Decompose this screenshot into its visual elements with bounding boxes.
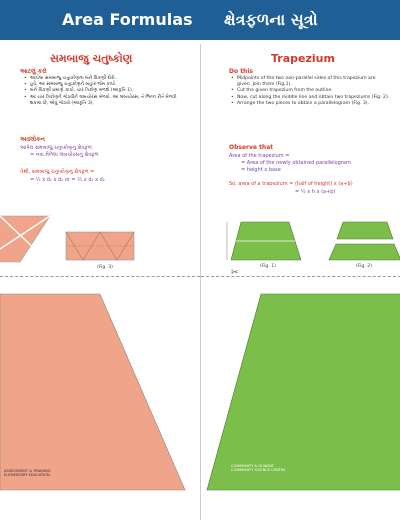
left-conclusion: તેથી, સમબાજુ ચતુષ્કોણનું ક્ષેત્રફળ = (20, 169, 95, 175)
left-rhombus-cutout (0, 294, 200, 514)
right-observe-line: = Area of the newly obtained parallelogram (241, 160, 351, 166)
left-footer-line: ELEMENTARY EDUCATION (4, 473, 50, 478)
right-step-item: • Arrange the two pieces to obtain a parallelogram (Fig. 3). (231, 101, 391, 107)
right-page-trapezium (200, 44, 400, 520)
right-page-title: Trapezium (271, 52, 335, 65)
left-rhombus-shape (0, 294, 185, 490)
right-observe-line: = height x base (241, 167, 281, 173)
left-fig3-diagram (66, 232, 136, 262)
right-footer-line: COMMUNITY SCIENCE CENTRE (231, 468, 286, 473)
left-step-item: • બંને વિકર્ણો પ્રમાણે કાપો, ચાર ત્રિકોણ મળશે (આકૃતિ 1). (24, 88, 184, 94)
right-observe-heading: Observe that (229, 144, 274, 151)
right-fig2-piece (329, 244, 400, 260)
right-trapezium-shape (207, 294, 400, 490)
left-steps-list (24, 76, 184, 107)
left-footer-credit (4, 469, 50, 478)
left-cut-line (0, 276, 200, 277)
left-observe-line: આપેલ સમબાજુ ચતુષ્કોણનું ક્ષેત્રફળ (20, 145, 92, 151)
header-bar (0, 0, 400, 40)
left-observe-line: = નવા મેળેલા લંબચોરસનું ક્ષેત્રફળ (30, 152, 99, 158)
left-formula: = ½ x d₁ x d₂ or = ½ x d₁ x d₂ (30, 177, 105, 183)
right-fig2-caption: (Fig. 2) (356, 264, 372, 269)
right-cut-line (201, 276, 400, 277)
right-trapezium-cutout (201, 294, 400, 514)
left-observe-heading: અવલોકન (20, 136, 45, 143)
right-fig1-caption: (Fig. 1) (260, 264, 276, 269)
right-steps-list (231, 76, 391, 107)
scissors-icon: ✂ (231, 268, 239, 278)
right-fig2-diagram (329, 214, 399, 264)
right-fig2-piece (337, 222, 393, 239)
left-page-title: સમબાજુ ચતુષ્કોણ (50, 52, 133, 65)
right-step-item: • Midpoints of the two non-parallel sides of this trapezium are given. Join them (Fig.1). (231, 76, 391, 88)
left-page-rhombus (0, 44, 200, 520)
header-title-gujarati: ક્ષેત્રફળના સૂત્રો (224, 10, 318, 29)
right-step-item: • Cut the given trapezium from the outline. (231, 88, 391, 94)
left-fig2-diagram (0, 204, 60, 264)
right-step-item: • Now, cut along the middle line and obtain two trapeziums (Fig. 2). (231, 95, 391, 101)
right-observe-line: Area of the trapezium = (229, 153, 290, 159)
left-footer-line: ASSESSMENT & TRAINING (4, 469, 51, 473)
left-step-item: • હવે, આ સમબાજુ ચતુષ્કોણને બહાર જેમ કાપો. (24, 82, 184, 88)
left-fig3-caption: (Fig. 3) (97, 265, 113, 270)
left-step-item: • આ ચાર ત્રિકોણને ગોઠવીને લંબચોરસ મેળવો. આ લંબચોરસ, તે ભિન્ન રીતે મેળવી શકાય છે, એવું ગોઠવો (આકૃતિ 3). (24, 95, 184, 107)
right-fig1-diagram (231, 214, 301, 264)
right-footer-line: COMMUNITY & GUJARAT (231, 464, 274, 468)
left-do-this-heading: આટલું કરો (20, 68, 47, 75)
right-formula: = ½ x h x (a+b) (295, 189, 336, 195)
left-step-item: • આપેલા સમબાજુ ચતુષ્કોણના બંને વિકર્ણો દોરો. (24, 76, 184, 82)
header-title-english: Area Formulas (62, 10, 193, 29)
right-footer-credit (231, 464, 286, 473)
right-do-this-heading: Do this (229, 68, 253, 75)
right-conclusion: So, area of a trapezium = (half of height) x (a+b) (229, 181, 353, 187)
